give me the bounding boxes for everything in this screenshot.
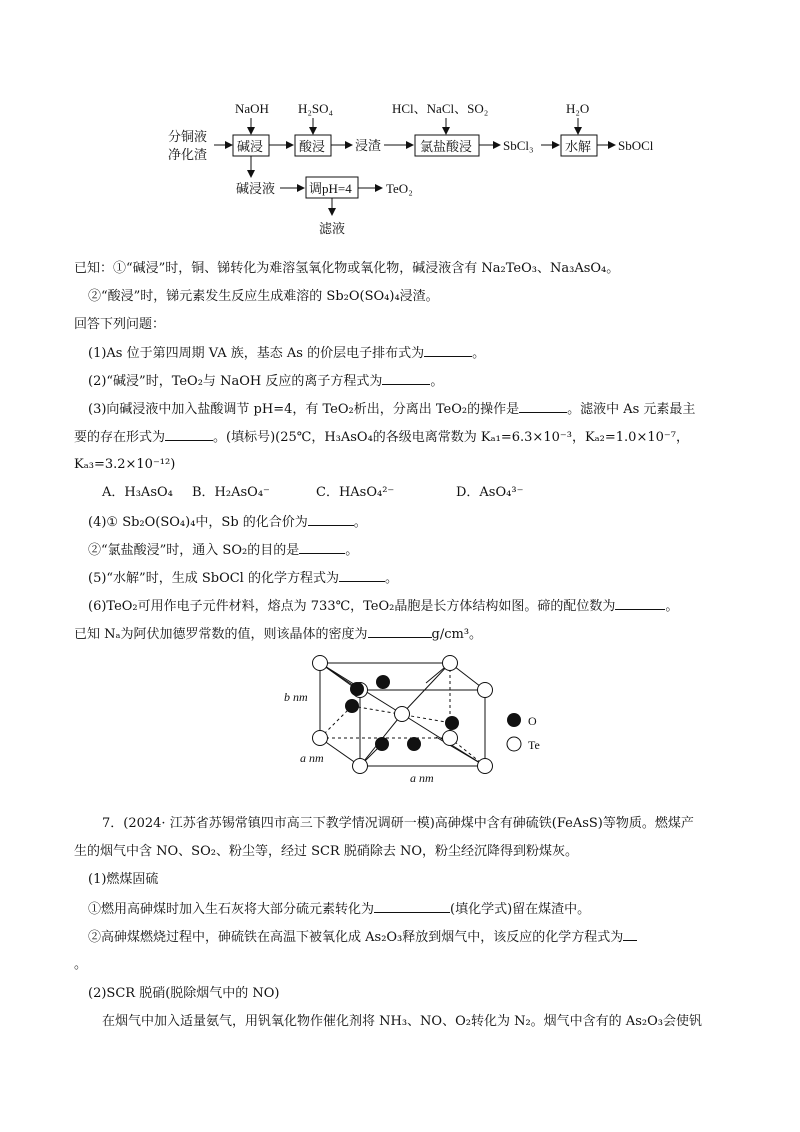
legend-te-swatch [507, 737, 521, 751]
question-6-end-b: g/cm³。 [431, 627, 483, 642]
dimension-label-a-left: a nm [300, 751, 324, 765]
problem-7-q2 [88, 928, 637, 947]
flow-step-hydrolysis: 水解 [565, 139, 592, 154]
answer-blank-6a[interactable] [615, 597, 665, 610]
o-atom [345, 699, 359, 713]
flow-start-line1: 分铜液 [168, 129, 208, 144]
question-3-line3: Kₐ₃=3.2×10⁻¹²) [74, 457, 176, 472]
option-b: B．H₂AsO₄⁻ [192, 485, 270, 500]
option-a: A．H₃AsO₄ [102, 485, 173, 500]
question-4a-text: (4)① Sb₂O(SO₄)₄中，Sb 的化合价为 [88, 515, 308, 530]
question-5-end: 。 [384, 571, 398, 586]
te-atom [478, 759, 493, 774]
problem-7-line2: 生的烟气中含 NO、SO₂、粉尘等，经过 SCR 脱硝除去 NO，粉尘经沉降得到粉煤灰。 [74, 844, 579, 859]
te-atom [478, 683, 493, 698]
question-3-text-c: 要的存在形式为 [74, 430, 166, 445]
answer-blank-7-1[interactable] [374, 900, 450, 913]
question-1 [88, 344, 485, 363]
o-atom [407, 737, 421, 751]
legend-o-label: O [528, 714, 537, 728]
legend-o-swatch [507, 713, 521, 727]
problem-7-q2-end: 。 [74, 957, 88, 972]
flow-filtrate: 滤液 [319, 221, 346, 236]
problem-7-subtitle-2: (2)SCR 脱硝(脱除烟气中的 NO) [88, 986, 280, 1001]
question-3-line1 [88, 400, 695, 419]
option-c: C．HAsO₄²⁻ [316, 485, 395, 500]
question-2-end: 。 [430, 374, 444, 389]
flow-reagent-chloro: HCl、NaCl、SO₂ [392, 101, 489, 116]
flow-product-sbocl: SbOCl [618, 138, 654, 153]
legend-te-label: Te [528, 738, 540, 752]
o-atom [445, 716, 459, 730]
problem-7-subtitle-1: (1)燃煤固硫 [88, 872, 159, 887]
te-atom [443, 731, 458, 746]
te-atom [313, 731, 328, 746]
o-atom [376, 675, 390, 689]
te-atom-center [395, 707, 410, 722]
question-4b [88, 541, 358, 560]
dimension-label-a-bottom: a nm [410, 771, 434, 785]
te-atom [443, 656, 458, 671]
dimension-label-b: b nm [284, 690, 308, 704]
flow-reagent-water: H₂O [566, 101, 590, 116]
answer-blank-6b[interactable] [368, 625, 432, 638]
answer-blank-2[interactable] [382, 372, 430, 385]
question-4b-text: ②“氯盐酸浸”时，通入 SO₂的目的是 [88, 543, 300, 558]
teo2-unit-cell-figure [270, 648, 570, 790]
answer-blank-5[interactable] [339, 569, 385, 582]
flow-step-chloro-leach: 氯盐酸浸 [420, 139, 473, 154]
te-atom [353, 759, 368, 774]
flow-reagent-naoh: NaOH [235, 101, 269, 116]
question-6-line2 [74, 625, 482, 644]
known-condition-1: 已知：①“碱浸”时，铜、锑转化为难溶氢氧化物或氧化物，碱浸液含有 Na₂TeO₃、Na₃AsO₄。 [74, 261, 620, 276]
flow-reagent-h2so4: H₂SO₄ [298, 101, 334, 116]
flow-residue: 浸渣 [355, 138, 382, 153]
known-condition-2: ②“酸浸”时，锑元素发生反应生成难溶的 Sb₂O(SO₄)₄浸渣。 [88, 289, 439, 304]
flow-step-acid-leach: 酸浸 [299, 139, 326, 154]
process-flowchart [0, 0, 800, 240]
question-4a [88, 513, 367, 532]
answer-blank-1[interactable] [424, 344, 472, 357]
question-1-end: 。 [472, 346, 486, 361]
question-6-text-b: 已知 Nₐ为阿伏加德罗常数的值，则该晶体的密度为 [74, 627, 368, 642]
question-4a-end: 。 [353, 515, 367, 530]
answer-blank-3b[interactable] [165, 428, 213, 441]
answer-blank-4b[interactable] [299, 541, 345, 554]
question-3-text-a: (3)向碱浸液中加入盐酸调节 pH=4，有 TeO₂析出，分离出 TeO₂的操作是 [88, 402, 520, 417]
question-4b-end: 。 [345, 543, 359, 558]
question-3-text-d: 。(填标号)(25℃，H₃AsO₄的各级电离常数为 Kₐ₁=6.3×10⁻³，Kₐ₂=1.0×10⁻⁷， [213, 430, 689, 445]
flow-product-teo2: TeO₂ [386, 181, 413, 196]
flow-alkali-liquor: 碱浸液 [236, 181, 276, 196]
answer-intro: 回答下列问题： [74, 317, 166, 332]
answer-blank-3a[interactable] [519, 400, 567, 413]
question-2-text: (2)“碱浸”时，TeO₂与 NaOH 反应的离子方程式为 [88, 374, 383, 389]
flow-step-alkali-leach: 碱浸 [237, 139, 264, 154]
o-atom [375, 737, 389, 751]
question-2 [88, 372, 443, 391]
problem-7-line1: 7．(2024· 江苏省苏锡常镇四市高三下教学情况调研一模)高砷煤中含有砷硫铁(FeAsS)等物质。燃煤产 [102, 816, 694, 831]
te-atom [313, 656, 328, 671]
option-d: D．AsO₄³⁻ [456, 485, 524, 500]
problem-7-q1 [88, 900, 590, 919]
flow-start-line2: 净化渣 [168, 147, 208, 162]
question-6-end-a: 。 [665, 599, 679, 614]
question-3-line2 [74, 428, 689, 447]
o-atom [350, 682, 364, 696]
question-5 [88, 569, 398, 588]
question-5-text: (5)“水解”时，生成 SbOCl 的化学方程式为 [88, 571, 339, 586]
question-1-text: (1)As 位于第四周期 VA 族，基态 As 的价层电子排布式为 [88, 346, 425, 361]
question-6-line1 [88, 597, 678, 616]
problem-7-q2-text: ②高砷煤燃烧过程中，砷硫铁在高温下被氧化成 As₂O₃释放到烟气中，该反应的化学方程式为 [88, 930, 624, 945]
problem-7-q1-end: (填化学式)留在煤渣中。 [450, 902, 591, 917]
answer-blank-4a[interactable] [308, 513, 354, 526]
question-6-text-a: (6)TeO₂可用作电子元件材料，熔点为 733℃，TeO₂晶胞是长方体结构如图。碲的配位数为 [88, 599, 616, 614]
question-3-text-b: 。滤液中 As 元素最主 [567, 402, 696, 417]
problem-7-q1-text: ①燃用高砷煤时加入生石灰将大部分硫元素转化为 [88, 902, 375, 917]
flow-step-adjust-ph: 调pH=4 [309, 181, 352, 196]
problem-7-line-scr: 在烟气中加入适量氨气，用钒氧化物作催化剂将 NH₃、NO、O₂转化为 N₂。烟气中含有的 As₂O₃会使钒 [102, 1014, 702, 1029]
answer-blank-7-2[interactable] [623, 928, 637, 941]
flow-product-sbcl3: SbCl₃ [503, 138, 534, 153]
